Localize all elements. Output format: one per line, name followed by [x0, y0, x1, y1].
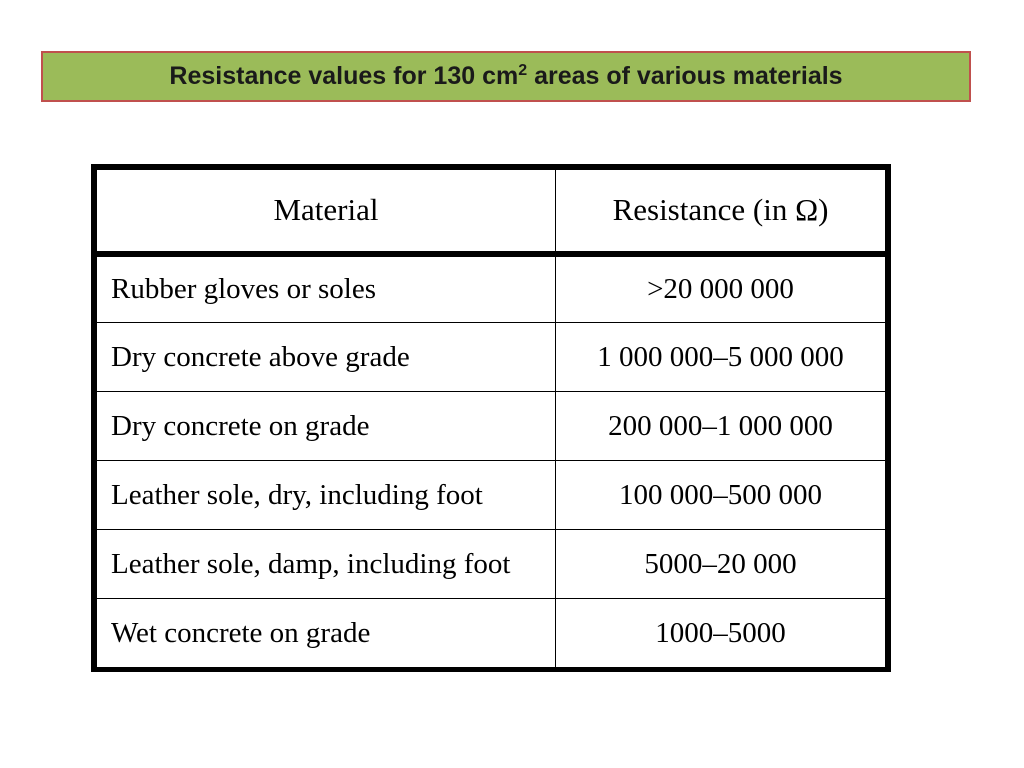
resistance-cell: >20 000 000 — [556, 254, 886, 323]
table-row — [97, 254, 886, 323]
table-header-row — [97, 170, 886, 254]
resistance-cell: 1 000 000–5 000 000 — [556, 323, 886, 392]
resistance-cell: 200 000–1 000 000 — [556, 392, 886, 461]
slide-title — [169, 62, 842, 91]
material-cell: Wet concrete on grade — [97, 599, 556, 668]
table-header — [97, 170, 886, 254]
slide-title-superscript: 2 — [518, 62, 528, 79]
material-cell: Dry concrete on grade — [97, 392, 556, 461]
resistance-cell: 100 000–500 000 — [556, 461, 886, 530]
header-resistance: Resistance (in Ω) — [556, 170, 886, 254]
slide-title-main: Resistance values for 130 cm — [169, 62, 519, 90]
resistance-cell: 1000–5000 — [556, 599, 886, 668]
table-body — [97, 254, 886, 668]
material-cell: Leather sole, dry, including foot — [97, 461, 556, 530]
material-cell: Leather sole, damp, including foot — [97, 530, 556, 599]
table-row — [97, 392, 886, 461]
material-cell: Rubber gloves or soles — [97, 254, 556, 323]
resistance-table-frame — [91, 164, 891, 672]
material-cell: Dry concrete above grade — [97, 323, 556, 392]
table-row — [97, 599, 886, 668]
table-row — [97, 461, 886, 530]
table-row — [97, 323, 886, 392]
resistance-cell: 5000–20 000 — [556, 530, 886, 599]
slide-title-banner — [41, 51, 971, 102]
slide-title-rest: areas of various materials — [527, 62, 843, 90]
header-material: Material — [97, 170, 556, 254]
resistance-table — [96, 169, 886, 668]
table-row — [97, 530, 886, 599]
